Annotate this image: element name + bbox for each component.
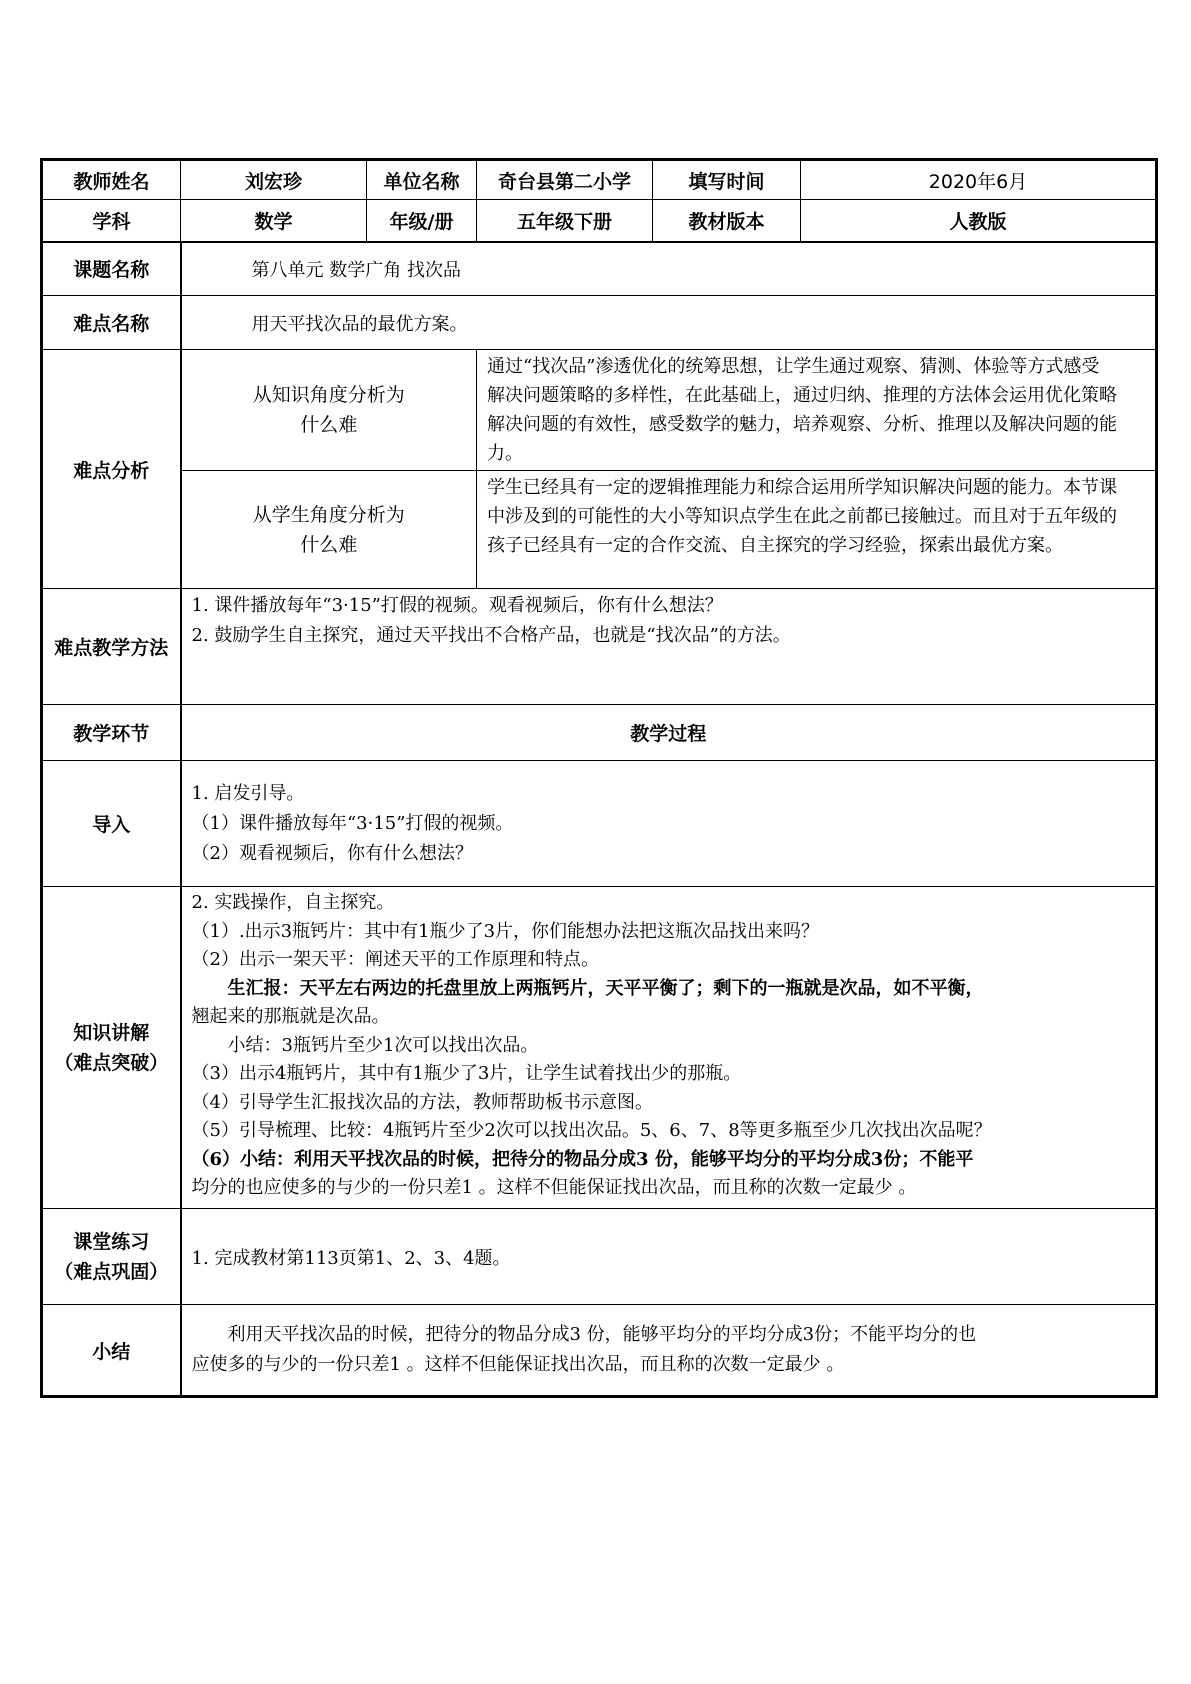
knowledge-step: （4）引导学生汇报找次品的方法，教师帮助板书示意图。 [191,1091,653,1113]
practice-label [42,1209,181,1305]
summary-label: 小结 [42,1305,181,1397]
practice-text: 1. 完成教材第113页第1、2、3、4题。 [181,1209,1157,1305]
date-label: 填写时间 [653,160,801,200]
knowledge-text [181,887,1157,1209]
topic-label: 课题名称 [42,242,181,296]
student-line: 学生已经具有一定的逻辑推理能力和综合运用所学知识解决问题的能力。本节课 [487,477,1117,498]
knowledge-row [42,887,1157,1209]
process-header: 教学过程 [181,705,1157,761]
subject-value: 数学 [181,200,367,242]
practice-label-line-1: 课堂练习 [73,1230,150,1253]
knowledge-step: （2）出示一架天平：阐述天平的工作原理和特点。 [191,949,599,970]
knowledge-angle-label [181,350,477,471]
lesson-plan-table [40,158,1158,1398]
intro-line: （1）课件播放每年“3·15”打假的视频。 [191,812,514,834]
knowledge-step: （1）.出示3瓶钙片：其中有1瓶少了3片，你们能想办法把这瓶次品找出来吗？ [191,920,820,942]
edition-value: 人教版 [801,200,1157,242]
student-line: 孩子已经具有一定的合作交流、自主探究的学习经验，探索出最优方案。 [487,535,1063,556]
student-angle-label [181,471,477,589]
knowledge-line: 力。 [487,443,523,464]
difficulty-row [42,296,1157,350]
teacher-label: 教师姓名 [42,160,181,200]
knowledge-label [42,887,181,1209]
knowledge-angle-label-line-2: 什么难 [300,414,358,436]
method-line: 2. 鼓励学生自主探究，通过天平找出不合格产品，也就是“找次品”的方法。 [191,625,791,646]
knowledge-angle-label-line-1: 从知识角度分析为 [252,384,405,406]
intro-line: 1. 启发引导。 [191,782,305,804]
method-line: 1. 课件播放每年“3·15”打假的视频。观看视频后，你有什么想法？ [191,595,723,616]
student-line: 中涉及到的可能性的大小等知识点学生在此之前都已接触过。而且对于五年级的 [487,506,1117,527]
grade-value: 五年级下册 [477,200,653,242]
unit-name: 奇台县第二小学 [477,160,653,200]
knowledge-step: 翘起来的那瓶就是次品。 [191,1006,390,1027]
unit-label: 单位名称 [367,160,477,200]
analysis-student-row [42,471,1157,589]
practice-label-line-2: （难点巩固） [54,1260,169,1283]
difficulty-value: 用天平找次品的最优方案。 [181,296,1157,350]
student-angle-label-line-2: 什么难 [300,533,358,556]
grade-label: 年级/册 [367,200,477,242]
intro-text [181,761,1157,887]
knowledge-step: 小结：3瓶钙片至少1次可以找出次品。 [227,1034,539,1056]
topic-row [42,242,1157,296]
info-row-2 [42,200,1157,242]
knowledge-line: 解决问题的有效性，感受数学的魅力，培养观察、分析、推理以及解决问题的能 [487,414,1117,435]
summary-line: 应使多的与少的一份只差1 。这样不但能保证找出次品，而且称的次数一定最少 。 [191,1354,845,1375]
process-header-row [42,705,1157,761]
knowledge-step: 均分的也应使多的与少的一份只差1 。这样不但能保证找出次品，而且称的次数一定最少 。 [191,1177,917,1198]
intro-line: （2）观看视频后，你有什么想法？ [191,842,473,864]
summary-line: 利用天平找次品的时候，把待分的物品分成3 份，能够平均分的平均分成3份；不能平均分的也 [227,1324,977,1345]
edition-label: 教材版本 [653,200,801,242]
method-label: 难点教学方法 [42,589,181,705]
knowledge-step: （5）引导梳理、比较：4瓶钙片至少2次可以找出次品。5、6、7、8等更多瓶至少几次找出次品呢？ [191,1120,992,1141]
practice-row [42,1209,1157,1305]
method-text [181,589,1157,705]
teacher-name: 刘宏珍 [181,160,367,200]
info-row-1 [42,160,1157,200]
student-angle-text [477,471,1157,589]
knowledge-line: 通过“找次品”渗透优化的统筹思想，让学生通过观察、猜测、体验等方式感受 [487,356,1100,377]
date-value: 2020年6月 [801,160,1157,200]
analysis-label: 难点分析 [42,350,181,589]
student-angle-label-line-1: 从学生角度分析为 [252,503,405,526]
knowledge-step: 生汇报：天平左右两边的托盘里放上两瓶钙片，天平平衡了；剩下的一瓶就是次品，如不平衡， [227,977,984,999]
knowledge-angle-text [477,350,1157,471]
lesson-plan-document [40,158,1155,1398]
summary-text [181,1305,1157,1397]
analysis-knowledge-row [42,350,1157,471]
knowledge-label-line-1: 知识讲解 [73,1021,150,1044]
summary-row [42,1305,1157,1397]
stage-header: 教学环节 [42,705,181,761]
subject-label: 学科 [42,200,181,242]
knowledge-label-line-2: （难点突破） [54,1051,169,1074]
knowledge-step: （3）出示4瓶钙片，其中有1瓶少了3片，让学生试着找出少的那瓶。 [191,1063,742,1084]
difficulty-label: 难点名称 [42,296,181,350]
knowledge-line: 解决问题策略的多样性，在此基础上，通过归纳、推理的方法体会运用优化策略 [487,385,1117,406]
method-row [42,589,1157,705]
knowledge-step: （6）小结：利用天平找次品的时候，把待分的物品分成3 份，能够平均分的平均分成3份；不能平 [191,1148,974,1170]
intro-row [42,761,1157,887]
intro-label: 导入 [42,761,181,887]
topic-value: 第八单元 数学广角 找次品 [181,242,1157,296]
knowledge-step: 2. 实践操作，自主探究。 [191,892,395,913]
